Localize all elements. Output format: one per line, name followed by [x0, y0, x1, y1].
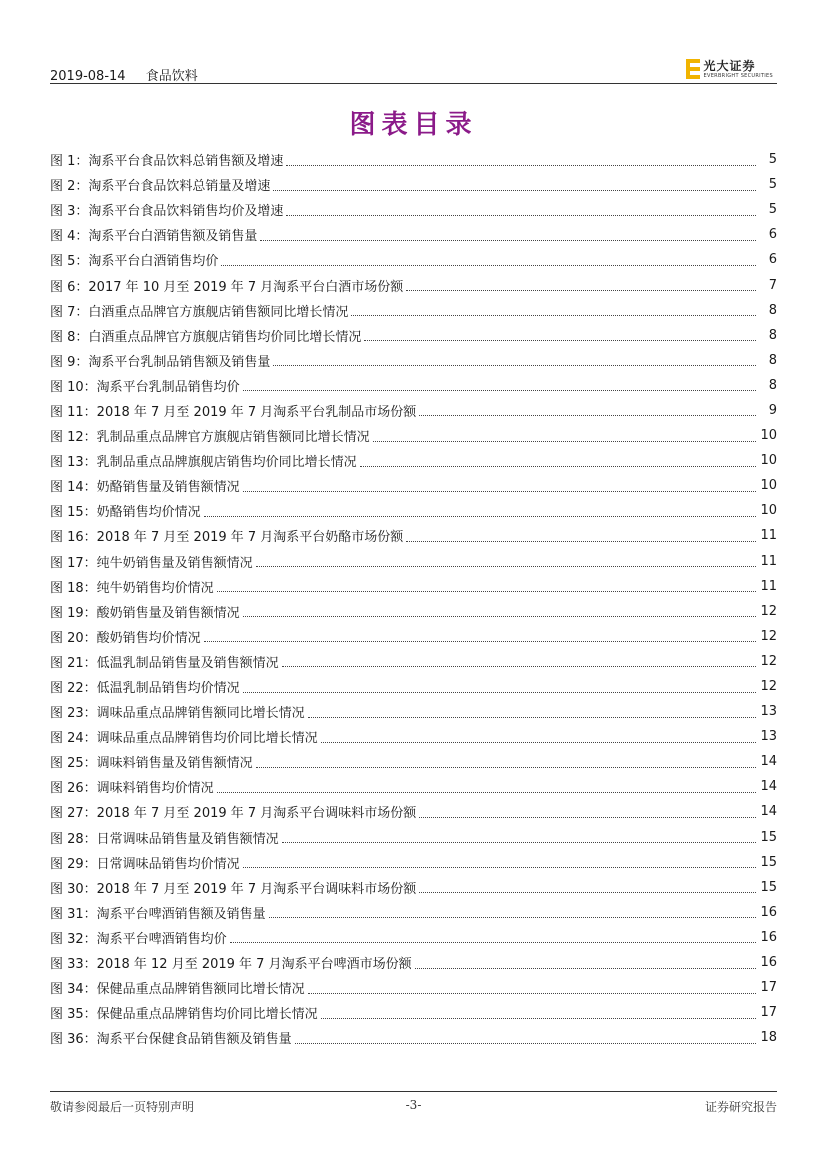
toc-entry[interactable] — [50, 272, 777, 297]
toc-entry[interactable] — [50, 649, 777, 674]
toc-entry-label: 图 12：乳制品重点品牌官方旗舰店销售额同比增长情况 — [50, 430, 370, 446]
toc-entry-label: 图 21：低温乳制品销售量及销售额情况 — [50, 655, 279, 671]
toc-entry-page: 15 — [760, 829, 777, 845]
toc-entry-label: 图 26：调味料销售均价情况 — [50, 781, 214, 797]
page-footer — [50, 1091, 777, 1116]
toc-entry[interactable] — [50, 373, 777, 398]
toc-leader-dots — [364, 339, 756, 341]
toc-leader-dots — [230, 941, 756, 943]
toc-leader-dots — [204, 640, 756, 642]
toc-entry-label: 图 16：2018 年 7 月至 2019 年 7 月淘系平台奶酪市场份额 — [50, 530, 404, 546]
toc-leader-dots — [406, 540, 756, 542]
toc-entry[interactable] — [50, 523, 777, 548]
toc-entry[interactable] — [50, 599, 777, 624]
toc-entry-page: 16 — [760, 955, 777, 971]
footer-report-type: 证券研究报告 — [704, 1100, 777, 1114]
toc-leader-dots — [321, 1017, 756, 1019]
toc-leader-dots — [256, 766, 756, 768]
toc-entry[interactable] — [50, 147, 777, 172]
toc-entry[interactable] — [50, 172, 777, 197]
toc-entry-page: 12 — [760, 603, 777, 619]
toc-entry-label: 图 30：2018 年 7 月至 2019 年 7 月淘系平台调味料市场份额 — [50, 881, 417, 897]
toc-leader-dots — [221, 264, 756, 266]
toc-entry-label: 图 34：保健品重点品牌销售额同比增长情况 — [50, 982, 305, 998]
toc-leader-dots — [273, 364, 756, 366]
logo-text — [704, 60, 773, 79]
page-number: -3- — [405, 1098, 422, 1112]
toc-entry-page: 5 — [768, 202, 777, 218]
toc-leader-dots — [256, 565, 756, 567]
toc-entry-page: 17 — [760, 1005, 777, 1021]
page-title: 图表目录 — [349, 110, 478, 140]
toc-entry-label: 图 33：2018 年 12 月至 2019 年 7 月淘系平台啤酒市场份额 — [50, 957, 412, 973]
toc-entry-page: 8 — [768, 302, 777, 318]
toc-leader-dots — [260, 239, 756, 241]
toc-entry-label: 图 7：白酒重点品牌官方旗舰店销售额同比增长情况 — [50, 304, 349, 320]
toc-entry[interactable] — [50, 674, 777, 699]
toc-entry-page: 14 — [760, 754, 777, 770]
toc-entry-label: 图 22：低温乳制品销售均价情况 — [50, 681, 240, 697]
toc-entry-label: 图 35：保健品重点品牌销售均价同比增长情况 — [50, 1007, 318, 1023]
toc-leader-dots — [269, 916, 756, 918]
toc-entry-label: 图 15：奶酪销售均价情况 — [50, 505, 201, 521]
toc-entry-page: 13 — [760, 729, 777, 745]
toc-entry-label: 图 23：调味品重点品牌销售额同比增长情况 — [50, 706, 305, 722]
toc-leader-dots — [351, 314, 756, 316]
toc-entry-page: 10 — [760, 453, 777, 469]
toc-entry[interactable] — [50, 624, 777, 649]
toc-leader-dots — [243, 389, 756, 391]
footer-disclaimer: 敬请参阅最后一页特别声明 — [50, 1100, 195, 1114]
toc-leader-dots — [308, 716, 756, 718]
toc-entry[interactable] — [50, 448, 777, 473]
toc-entry[interactable] — [50, 498, 777, 523]
toc-leader-dots — [360, 465, 756, 467]
toc-entry-page: 17 — [760, 980, 777, 996]
toc-entry-label: 图 32：淘系平台啤酒销售均价 — [50, 931, 227, 947]
toc-leader-dots — [419, 414, 756, 416]
report-section: 食品饮料 — [145, 69, 198, 84]
toc-leader-dots — [321, 741, 756, 743]
toc-leader-dots — [273, 189, 756, 191]
toc-entry-label: 图 24：调味品重点品牌销售均价同比增长情况 — [50, 731, 318, 747]
toc-entry-page: 10 — [760, 503, 777, 519]
toc-entry[interactable] — [50, 950, 777, 975]
toc-entry[interactable] — [50, 975, 777, 1000]
toc-entry[interactable] — [50, 875, 777, 900]
toc-leader-dots — [243, 490, 756, 492]
toc-entry-label: 图 31：淘系平台啤酒销售额及销售量 — [50, 906, 266, 922]
toc-leader-dots — [204, 515, 756, 517]
toc-entry[interactable] — [50, 423, 777, 448]
toc-entry[interactable] — [50, 222, 777, 247]
toc-entry-page: 8 — [768, 327, 777, 343]
toc-entry-label: 图 8：白酒重点品牌官方旗舰店销售均价同比增长情况 — [50, 329, 362, 345]
toc-leader-dots — [243, 615, 756, 617]
toc-leader-dots — [243, 691, 756, 693]
toc-entry-label: 图 20：酸奶销售均价情况 — [50, 630, 201, 646]
toc-entry[interactable] — [50, 473, 777, 498]
toc-entry-page: 15 — [760, 854, 777, 870]
toc-leader-dots — [243, 866, 756, 868]
toc-leader-dots — [286, 164, 756, 166]
toc-entry-page: 12 — [760, 628, 777, 644]
toc-entry-page: 11 — [760, 528, 777, 544]
toc-entry-label: 图 10：淘系平台乳制品销售均价 — [50, 379, 240, 395]
toc-entry-label: 图 1：淘系平台食品饮料总销售额及增速 — [50, 154, 284, 170]
toc-entry[interactable] — [50, 825, 777, 850]
toc-entry-label: 图 11：2018 年 7 月至 2019 年 7 月淘系平台乳制品市场份额 — [50, 404, 417, 420]
toc-entry-label: 图 5：淘系平台白酒销售均价 — [50, 254, 219, 270]
toc-leader-dots — [217, 791, 756, 793]
toc-entry[interactable] — [50, 724, 777, 749]
toc-entry-label: 图 4：淘系平台白酒销售额及销售量 — [50, 229, 258, 245]
toc-entry-page: 7 — [768, 277, 777, 293]
toc-entry-label: 图 17：纯牛奶销售量及销售额情况 — [50, 555, 253, 571]
toc-entry-page: 12 — [760, 679, 777, 695]
report-date: 2019-08-14 — [50, 69, 126, 84]
toc-entry-page: 10 — [760, 428, 777, 444]
toc-leader-dots — [286, 214, 756, 216]
logo-mark-icon — [686, 59, 700, 79]
toc-entry[interactable] — [50, 323, 777, 348]
toc-entry-label: 图 13：乳制品重点品牌旗舰店销售均价同比增长情况 — [50, 455, 357, 471]
toc-leader-dots — [373, 440, 756, 442]
toc-entry[interactable] — [50, 197, 777, 222]
toc-entry[interactable] — [50, 398, 777, 423]
toc-entry-label: 图 2：淘系平台食品饮料总销量及增速 — [50, 179, 271, 195]
toc-entry[interactable] — [50, 900, 777, 925]
toc-entry-page: 13 — [760, 704, 777, 720]
toc-entry-page: 8 — [768, 352, 777, 368]
toc-entry[interactable] — [50, 925, 777, 950]
table-of-figures — [50, 147, 777, 1050]
toc-entry-label: 图 9：淘系平台乳制品销售额及销售量 — [50, 354, 271, 370]
toc-entry-label: 图 19：酸奶销售量及销售额情况 — [50, 605, 240, 621]
toc-entry-label: 图 25：调味料销售量及销售额情况 — [50, 756, 253, 772]
toc-entry[interactable] — [50, 574, 777, 599]
toc-leader-dots — [308, 992, 756, 994]
toc-entry[interactable] — [50, 1025, 777, 1050]
toc-entry-page: 10 — [760, 478, 777, 494]
toc-leader-dots — [282, 841, 756, 843]
toc-entry-label: 图 6：2017 年 10 月至 2019 年 7 月淘系平台白酒市场份额 — [50, 279, 404, 295]
logo-en-text: EVERBRIGHT SECURITIES — [703, 72, 773, 79]
toc-entry[interactable] — [50, 799, 777, 824]
toc-leader-dots — [406, 289, 756, 291]
toc-entry-page: 5 — [768, 152, 777, 168]
toc-entry-page: 8 — [768, 377, 777, 393]
toc-entry[interactable] — [50, 348, 777, 373]
toc-leader-dots — [282, 665, 756, 667]
toc-entry-label: 图 28：日常调味品销售量及销售额情况 — [50, 831, 279, 847]
toc-entry-page: 14 — [760, 779, 777, 795]
toc-leader-dots — [419, 891, 756, 893]
toc-leader-dots — [295, 1042, 756, 1044]
page-header — [50, 57, 777, 84]
toc-entry-page: 14 — [760, 804, 777, 820]
toc-entry-page: 9 — [768, 402, 777, 418]
toc-entry-page: 18 — [760, 1030, 777, 1046]
toc-entry[interactable] — [50, 774, 777, 799]
toc-entry[interactable] — [50, 850, 777, 875]
toc-leader-dots — [419, 816, 756, 818]
toc-entry-label: 图 27：2018 年 7 月至 2019 年 7 月淘系平台调味料市场份额 — [50, 806, 417, 822]
toc-entry-label: 图 18：纯牛奶销售均价情况 — [50, 580, 214, 596]
logo-cn-text: 光大证券 — [703, 58, 756, 73]
toc-entry-page: 16 — [760, 929, 777, 945]
toc-entry-page: 11 — [760, 553, 777, 569]
toc-entry-page: 15 — [760, 879, 777, 895]
toc-entry[interactable] — [50, 1000, 777, 1025]
toc-entry-page: 6 — [768, 227, 777, 243]
toc-entry[interactable] — [50, 298, 777, 323]
toc-entry-page: 11 — [760, 578, 777, 594]
toc-entry[interactable] — [50, 247, 777, 272]
toc-entry-label: 图 36：淘系平台保健食品销售额及销售量 — [50, 1032, 292, 1048]
toc-entry-page: 16 — [760, 904, 777, 920]
toc-entry-label: 图 14：奶酪销售量及销售额情况 — [50, 480, 240, 496]
toc-entry[interactable] — [50, 699, 777, 724]
toc-entry-page: 6 — [768, 252, 777, 268]
header-left — [50, 65, 198, 84]
toc-entry-label: 图 29：日常调味品销售均价情况 — [50, 856, 240, 872]
toc-entry-page: 5 — [768, 177, 777, 193]
toc-entry-label: 图 3：淘系平台食品饮料销售均价及增速 — [50, 204, 284, 220]
toc-entry[interactable] — [50, 749, 777, 774]
toc-entry[interactable] — [50, 549, 777, 574]
toc-leader-dots — [217, 590, 756, 592]
toc-entry-page: 12 — [760, 653, 777, 669]
company-logo — [686, 57, 773, 81]
toc-leader-dots — [415, 967, 756, 969]
